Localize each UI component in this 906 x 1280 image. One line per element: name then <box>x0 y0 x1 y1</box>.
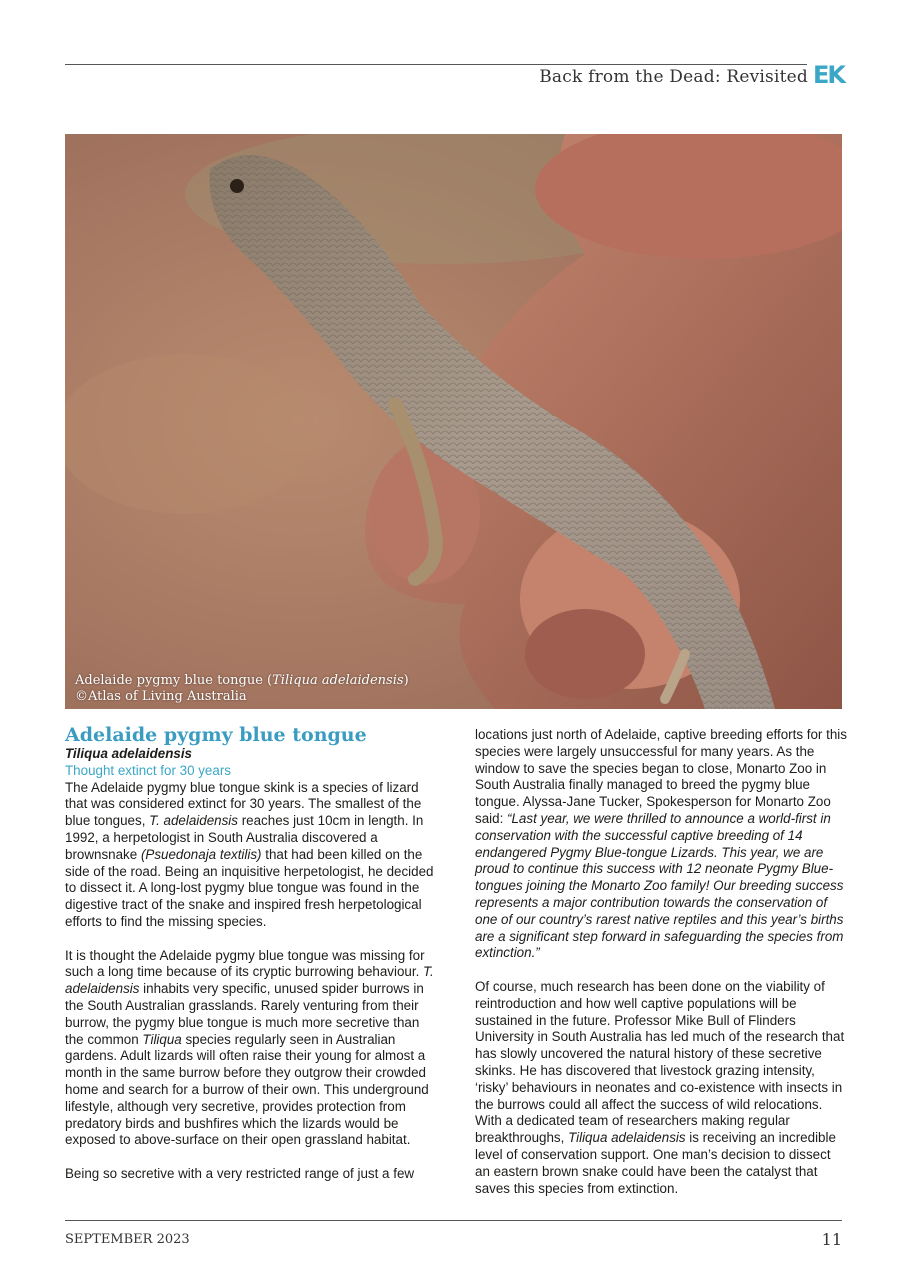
lizard-photo-illustration <box>65 134 842 709</box>
p3-text-continued: locations just north of Adelaide, captive breeding efforts for this species were largely unsuccessful for many years. As the window to save the species began to close, Monarto Zoo in South Australia finally managed to breed the pygmy blue tongue. Alyssa-Jane Tucker, Spokesperson for Monarto Zoo said: <box>475 727 847 826</box>
p1-italic-b: T. adelaidensis <box>149 813 238 829</box>
paragraph-3-start <box>65 1166 437 1183</box>
p2-text-e: species regularly seen in Australian gardens. Adult lizards will often raise their young for almost a month in the same burrow before they outgrow their crowded home and search for a burrow of their own. This underground lifestyle, although very secretive, provides protection from predatory birds and bushfires which the lizards would be exposed to above-surface on their open grassland habitat. <box>65 1031 429 1148</box>
caption-species: Tiliqua adelaidensis <box>272 673 404 688</box>
footer-rule <box>65 1220 842 1221</box>
p4-text-c: is receiving an incredible level of conservation support. One man’s decision to dissect an eastern brown snake could have been the catalyst that saves this species from extinction. <box>475 1130 836 1196</box>
article-column-left <box>65 724 437 1183</box>
photo-caption <box>75 673 409 705</box>
article-subhead: Thought extinct for 30 years <box>65 762 231 778</box>
running-title: Back from the Dead: Revisited <box>539 67 808 87</box>
magazine-logo: EK <box>813 61 844 89</box>
p2-italic-d: Tiliqua <box>142 1031 182 1047</box>
page-number: 11 <box>821 1230 842 1249</box>
paragraph-3-quote <box>475 727 847 962</box>
p2-text-a: It is thought the Adelaide pygmy blue tongue was missing for such a long time because of its cryptic burrowing behaviour. <box>65 947 425 980</box>
p4-text-a: Of course, much research has been done on the viability of reintroduction and how well captive populations will be sustained in the future. Professor Mike Bull of Flinders University in South Australia has led much of the research that has slowly uncovered the natural history of these secretive skinks. He has discovered that livestock grazing intensity, ‘risky’ behaviours in neonates and co-existence with insects in the burrows could all affect the success of wild relocations. With a dedicated team of researchers making regular breakthroughs, <box>475 978 845 1146</box>
p1-text-a: The Adelaide pygmy blue tongue skink is a species of lizard that was considered extinct for 30 years. The smallest of the blue tongues, <box>65 779 422 829</box>
p1-text-c: reaches just 10cm in length. In 1992, a herpetologist in South Australia discovered a brownsnake <box>65 813 424 862</box>
p3-text-a: Being so secretive with a very restricted range of just a few <box>65 1165 415 1181</box>
p4-italic-b: Tiliqua adelaidensis <box>568 1130 686 1146</box>
scientific-name: Tiliqua adelaidensis <box>65 746 193 761</box>
article-column-right <box>475 727 847 1197</box>
article-title: Adelaide pygmy blue tongue <box>65 724 367 746</box>
caption-suffix: ) <box>403 673 409 688</box>
p1-text-e: that had been killed on the side of the road. Being an inquisitive herpetologist, he decided to dissect it. A long-lost pygmy blue tongue was found in the digestive tract of the snake and inspired fresh herpetological efforts to find the missing species. <box>65 846 434 929</box>
paragraph-2 <box>65 948 437 1150</box>
p2-italic-b: T. adelaidensis <box>65 964 434 997</box>
paragraph-4 <box>475 979 847 1197</box>
p1-italic-d: (Psuedonaja textilis) <box>140 846 262 862</box>
p2-text-c: inhabits very specific, unused spider burrows in the South Australian grasslands. Rarely venturing from their burrow, the pygmy blue tongue is much more secretive than the common <box>65 981 424 1047</box>
issue-date: SEPTEMBER 2023 <box>65 1232 190 1247</box>
paragraph-1 <box>65 780 437 931</box>
photo-credit: ©Atlas of Living Australia <box>75 689 247 704</box>
zoo-quote: “Last year, we were thrilled to announce a world-first in conservation with the successful captive breeding of 14 endangered Pygmy Blue-tongue Lizards. This year, we are proud to continue this success with 12 neonate Pygmy Blue-tongues joining the Monarto Zoo family! Our breeding success represents a major contribution towards the conservation of one of our country’s rarest native reptiles and this year’s births are a significant step forward in safeguarding the species from extinction.” <box>475 810 844 961</box>
caption-prefix: Adelaide pygmy blue tongue ( <box>75 673 273 688</box>
header-rule <box>65 64 807 65</box>
lizard-photo <box>65 134 842 709</box>
